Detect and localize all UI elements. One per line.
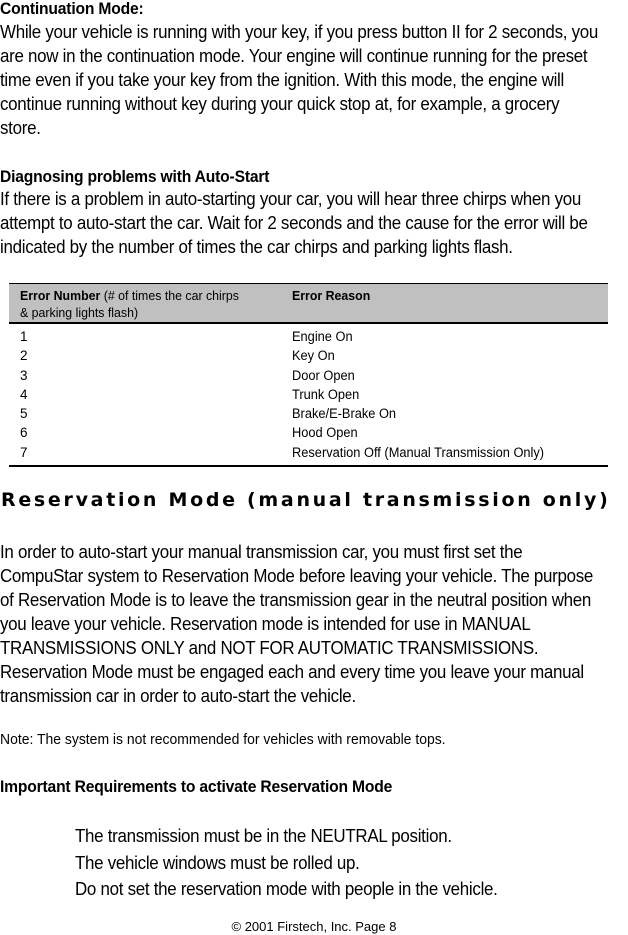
table-row [9,366,608,385]
error-reason-cell: Hood Open [292,425,358,441]
paragraph-line: attempt to auto-start the car. Wait for 2 seconds and the cause for the error will be [0,213,588,233]
error-number-cell: 6 [20,425,28,441]
list-item: The vehicle windows must be rolled up. [75,852,360,873]
error-number-header [20,287,267,321]
paragraph-line: you leave your vehicle. Reservation mode is intended for use in MANUAL [0,614,531,634]
error-reason-cell: Door Open [292,367,355,383]
table-row [9,385,608,404]
paragraph-line: CompuStar system to Reservation Mode before leaving your vehicle. The purpose [0,566,594,586]
error-number-cell: 5 [20,406,28,422]
diagnosing-paragraph [0,187,625,259]
continuation-mode-heading: Continuation Mode: [0,0,144,18]
error-reason-cell: Trunk Open [292,386,360,402]
paragraph-line: Reservation Mode must be engaged each and every time you leave your manual [0,662,584,682]
paragraph-line: indicated by the number of times the car chirps and parking lights flash. [0,237,513,257]
table-row [9,346,608,365]
paragraph-line: transmission car in order to auto-start the vehicle. [0,686,356,706]
error-number-cell: 3 [20,367,28,383]
error-number-cell: 1 [20,329,28,344]
paragraph-line: TRANSMISSIONS ONLY and NOT FOR AUTOMATIC TRANSMISSIONS. [0,638,539,658]
paragraph-line: are now in the continuation mode. Your engine will continue running for the preset [0,46,588,66]
table-row [9,443,608,462]
error-table [9,283,608,467]
paragraph-line: While your vehicle is running with your key, if you press button II for 2 seconds, you [0,22,599,42]
removable-tops-note: Note: The system is not recommended for vehicles with removable tops. [0,731,446,748]
table-row [9,404,608,423]
error-number-header-note: (# of times the car chirps [100,288,239,303]
error-reason-cell: Reservation Off (Manual Transmission Only) [292,444,545,460]
list-item: Do not set the reservation mode with people in the vehicle. [75,879,498,899]
requirements-heading: Important Requirements to activate Reservation Mode [0,777,393,796]
error-number-header-note: & parking lights flash) [20,305,139,320]
paragraph-line: If there is a problem in auto-starting your car, you will hear three chirps when you [0,189,582,209]
error-reason-cell: Engine On [292,329,353,344]
error-table-header [9,283,608,324]
error-table-body [9,324,608,467]
reservation-mode-heading: Reservation Mode (manual transmission only) [1,489,611,511]
paragraph-line: of Reservation Mode is to leave the transmission gear in the neutral position when [0,590,592,610]
table-row [9,423,608,442]
list-item: The transmission must be in the NEUTRAL position. [75,826,452,846]
error-number-cell: 7 [20,444,28,460]
reservation-mode-paragraph [0,540,628,708]
paragraph-line: continue running without key during your quick stop at, for example, a grocery [0,94,560,114]
table-row [9,327,608,346]
requirements-list [75,823,525,903]
error-number-cell: 4 [20,386,28,402]
paragraph-line: time even if you take your key from the ignition. With this mode, the engine will [0,70,564,90]
error-number-cell: 2 [20,348,28,364]
error-reason-header: Error Reason [292,288,371,303]
error-reason-cell: Brake/E-Brake On [292,406,397,422]
diagnosing-heading: Diagnosing problems with Auto-Start [0,167,270,186]
page-footer: © 2001 Firstech, Inc. Page 8 [231,919,397,934]
error-number-header-label: Error Number [20,288,101,303]
paragraph-line: store. [0,118,41,138]
paragraph-line: In order to auto-start your manual transmission car, you must first set the [0,542,523,562]
continuation-mode-paragraph [0,20,628,140]
error-reason-cell: Key On [292,348,335,364]
